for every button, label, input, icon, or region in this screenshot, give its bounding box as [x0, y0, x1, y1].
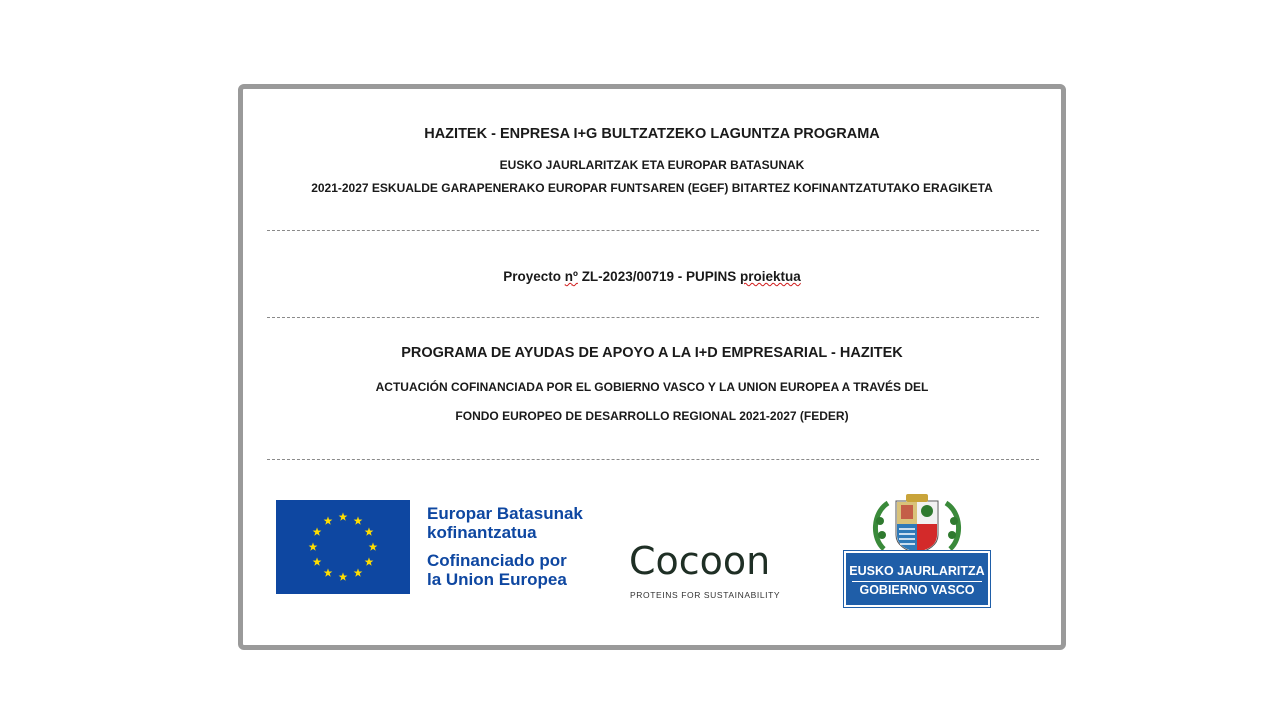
eu-basque-label	[427, 504, 583, 542]
project-number-sign: nº	[564, 269, 578, 284]
dashed-divider	[267, 230, 1039, 231]
eu-basque-line-1: Europar Batasunak	[427, 504, 583, 523]
hazitek-spanish-title: PROGRAMA DE AYUDAS DE APOYO A LA I+D EMPRESARIAL - HAZITEK	[401, 345, 903, 361]
eu-spanish-line-2: la Union Europea	[427, 570, 567, 589]
eu-spanish-line-1: Cofinanciado por	[427, 551, 567, 570]
project-code: ZL-2023/00719 - PUPINS	[577, 269, 741, 284]
eusko-jaurlaritza-label: EUSKO JAURLARITZA	[849, 564, 985, 578]
basque-cofinancers-line: EUSKO JAURLARITZAK ETA EUROPAR BATASUNAK	[499, 158, 805, 172]
hazitek-basque-title: HAZITEK - ENPRESA I+G BULTZATZEKO LAGUNTZA PROGRAMA	[424, 126, 880, 142]
eu-spanish-label	[427, 551, 567, 589]
gobierno-vasco-label-box	[844, 551, 990, 607]
basque-egef-line: 2021-2027 ESKUALDE GARAPENERAKO EUROPAR FUNTSAREN (EGEF) BITARTEZ KOFINANTZATUTAKO ERAGIKETA	[311, 181, 993, 195]
label-divider	[852, 581, 982, 582]
basque-coat-of-arms-icon	[844, 491, 990, 555]
eu-basque-line-2: kofinantzatua	[427, 523, 537, 542]
project-reference	[243, 269, 1061, 284]
dashed-divider	[267, 317, 1039, 318]
cocoon-tagline: PROTEINS FOR SUSTAINABILITY	[630, 590, 781, 600]
dashed-divider	[267, 459, 1039, 460]
spanish-cofinancing-line: ACTUACIÓN COFINANCIADA POR EL GOBIERNO VASCO Y LA UNION EUROPEA A TRAVÉS DEL	[375, 380, 929, 394]
funding-notice-card	[238, 84, 1066, 650]
eu-flag-icon	[276, 500, 410, 594]
gobierno-vasco-label: GOBIERNO VASCO	[859, 583, 975, 597]
gobierno-vasco-logo	[844, 491, 990, 603]
cocoon-wordmark: Cocoon	[629, 539, 771, 583]
project-prefix: Proyecto	[503, 269, 565, 284]
spanish-feder-line: FONDO EUROPEO DE DESARROLLO REGIONAL 2021-2027 (FEDER)	[455, 409, 849, 423]
project-word: proiektua	[740, 269, 801, 284]
cocoon-logo	[629, 539, 801, 605]
